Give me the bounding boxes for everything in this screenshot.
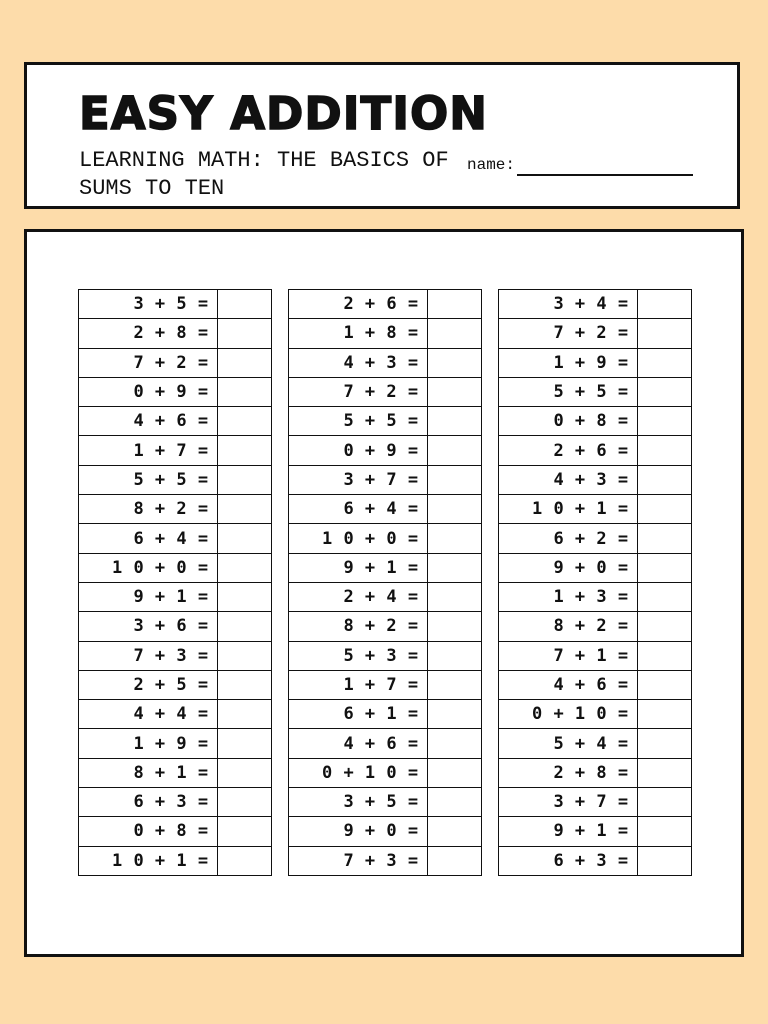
- answer-box[interactable]: [637, 670, 691, 699]
- problem-row: [79, 465, 272, 494]
- problem-equation: 4 + 4 =: [79, 700, 218, 729]
- problem-row: [499, 377, 692, 406]
- problem-row: [289, 641, 482, 670]
- problem-equation: 3 + 7 =: [499, 788, 638, 817]
- answer-box[interactable]: [637, 641, 691, 670]
- problem-row: [499, 670, 692, 699]
- problem-equation: 0 + 1 0 =: [289, 758, 428, 787]
- problem-equation: 2 + 6 =: [289, 290, 428, 319]
- answer-box[interactable]: [637, 407, 691, 436]
- problem-equation: 5 + 4 =: [499, 729, 638, 758]
- problem-column-2: [288, 289, 482, 876]
- problem-equation: 1 + 7 =: [289, 670, 428, 699]
- problem-equation: 1 0 + 0 =: [79, 553, 218, 582]
- problem-equation: 6 + 3 =: [499, 846, 638, 875]
- problem-equation: 8 + 2 =: [79, 495, 218, 524]
- problem-row: [79, 700, 272, 729]
- problem-row: [499, 788, 692, 817]
- problem-equation: 9 + 1 =: [289, 553, 428, 582]
- problem-row: [499, 758, 692, 787]
- answer-box[interactable]: [217, 846, 271, 875]
- problem-equation: 7 + 2 =: [79, 348, 218, 377]
- problem-equation: 1 + 9 =: [499, 348, 638, 377]
- problem-row: [79, 582, 272, 611]
- problem-row: [79, 846, 272, 875]
- problem-equation: 3 + 7 =: [289, 465, 428, 494]
- problem-row: [499, 465, 692, 494]
- problem-equation: 4 + 6 =: [79, 407, 218, 436]
- name-label: name:: [467, 156, 516, 174]
- problem-row: [289, 788, 482, 817]
- problem-row: [79, 436, 272, 465]
- problem-row: [289, 407, 482, 436]
- answer-box[interactable]: [217, 465, 271, 494]
- answer-box[interactable]: [637, 465, 691, 494]
- problem-column-3: [498, 289, 692, 876]
- answer-box[interactable]: [637, 817, 691, 846]
- answer-box[interactable]: [427, 758, 481, 787]
- answer-box[interactable]: [637, 846, 691, 875]
- problem-equation: 6 + 1 =: [289, 700, 428, 729]
- answer-box[interactable]: [637, 582, 691, 611]
- answer-box[interactable]: [427, 846, 481, 875]
- problem-equation: 0 + 9 =: [289, 436, 428, 465]
- problem-row: [289, 612, 482, 641]
- problem-equation: 4 + 6 =: [289, 729, 428, 758]
- answer-box[interactable]: [637, 290, 691, 319]
- problem-row: [499, 290, 692, 319]
- problem-row: [499, 612, 692, 641]
- problem-row: [79, 758, 272, 787]
- answer-box[interactable]: [427, 524, 481, 553]
- name-write-line[interactable]: [517, 174, 693, 176]
- answer-box[interactable]: [217, 670, 271, 699]
- answer-box[interactable]: [637, 788, 691, 817]
- problem-equation: 5 + 5 =: [79, 465, 218, 494]
- problem-row: [499, 729, 692, 758]
- answer-box[interactable]: [217, 407, 271, 436]
- answer-box[interactable]: [427, 407, 481, 436]
- problem-row: [79, 641, 272, 670]
- problem-equation: 5 + 5 =: [289, 407, 428, 436]
- problem-row: [79, 729, 272, 758]
- answer-box[interactable]: [217, 758, 271, 787]
- problem-row: [499, 817, 692, 846]
- problem-equation: 1 + 3 =: [499, 582, 638, 611]
- answer-box[interactable]: [427, 348, 481, 377]
- answer-box[interactable]: [637, 319, 691, 348]
- answer-box[interactable]: [427, 641, 481, 670]
- problem-row: [79, 290, 272, 319]
- problem-equation: 5 + 5 =: [499, 377, 638, 406]
- problem-column-1: [78, 289, 272, 876]
- problem-row: [289, 700, 482, 729]
- problem-row: [289, 846, 482, 875]
- problem-row: [79, 670, 272, 699]
- problem-equation: 9 + 0 =: [289, 817, 428, 846]
- problem-equation: 4 + 6 =: [499, 670, 638, 699]
- problem-row: [499, 641, 692, 670]
- problem-row: [289, 319, 482, 348]
- problem-equation: 1 + 7 =: [79, 436, 218, 465]
- worksheet-title: EASY ADDITION: [79, 87, 488, 140]
- answer-box[interactable]: [427, 817, 481, 846]
- problem-equation: 4 + 3 =: [289, 348, 428, 377]
- problem-equation: 2 + 4 =: [289, 582, 428, 611]
- problem-row: [289, 436, 482, 465]
- answer-box[interactable]: [217, 553, 271, 582]
- answer-box[interactable]: [217, 700, 271, 729]
- problem-row: [499, 319, 692, 348]
- answer-box[interactable]: [427, 290, 481, 319]
- problem-row: [499, 407, 692, 436]
- problem-row: [289, 553, 482, 582]
- problem-equation: 7 + 3 =: [79, 641, 218, 670]
- problem-equation: 9 + 1 =: [79, 582, 218, 611]
- problem-row: [499, 582, 692, 611]
- problem-row: [499, 348, 692, 377]
- problem-equation: 8 + 1 =: [79, 758, 218, 787]
- problem-equation: 8 + 2 =: [289, 612, 428, 641]
- answer-box[interactable]: [427, 319, 481, 348]
- problem-row: [499, 846, 692, 875]
- problem-equation: 6 + 2 =: [499, 524, 638, 553]
- answer-box[interactable]: [637, 700, 691, 729]
- header-card: [24, 62, 740, 209]
- answer-box[interactable]: [427, 729, 481, 758]
- answer-box[interactable]: [637, 729, 691, 758]
- problem-row: [289, 495, 482, 524]
- problem-equation: 7 + 2 =: [289, 377, 428, 406]
- problem-equation: 5 + 3 =: [289, 641, 428, 670]
- answer-box[interactable]: [427, 495, 481, 524]
- answer-box[interactable]: [427, 670, 481, 699]
- answer-box[interactable]: [427, 700, 481, 729]
- problem-row: [79, 377, 272, 406]
- problem-equation: 2 + 8 =: [79, 319, 218, 348]
- problem-row: [79, 612, 272, 641]
- problem-equation: 3 + 5 =: [289, 788, 428, 817]
- problem-equation: 0 + 8 =: [499, 407, 638, 436]
- answer-box[interactable]: [637, 377, 691, 406]
- problem-row: [289, 524, 482, 553]
- problem-row: [289, 670, 482, 699]
- answer-box[interactable]: [427, 465, 481, 494]
- answer-box[interactable]: [427, 377, 481, 406]
- answer-box[interactable]: [217, 788, 271, 817]
- answer-box[interactable]: [217, 348, 271, 377]
- answer-box[interactable]: [217, 817, 271, 846]
- problems-card: [24, 229, 744, 957]
- answer-box[interactable]: [217, 612, 271, 641]
- problem-row: [79, 524, 272, 553]
- problem-row: [79, 348, 272, 377]
- problem-row: [499, 700, 692, 729]
- problem-row: [79, 407, 272, 436]
- problem-row: [79, 788, 272, 817]
- answer-box[interactable]: [637, 495, 691, 524]
- answer-box[interactable]: [637, 612, 691, 641]
- answer-box[interactable]: [217, 495, 271, 524]
- problem-equation: 1 0 + 1 =: [79, 846, 218, 875]
- problem-equation: 6 + 4 =: [79, 524, 218, 553]
- answer-box[interactable]: [427, 788, 481, 817]
- answer-box[interactable]: [217, 524, 271, 553]
- answer-box[interactable]: [637, 436, 691, 465]
- answer-box[interactable]: [427, 436, 481, 465]
- problem-equation: 2 + 6 =: [499, 436, 638, 465]
- problem-row: [499, 436, 692, 465]
- answer-box[interactable]: [217, 290, 271, 319]
- problem-equation: 1 0 + 1 =: [499, 495, 638, 524]
- answer-box[interactable]: [217, 319, 271, 348]
- problem-row: [289, 348, 482, 377]
- problem-equation: 0 + 9 =: [79, 377, 218, 406]
- problem-equation: 3 + 4 =: [499, 290, 638, 319]
- answer-box[interactable]: [637, 524, 691, 553]
- problem-equation: 2 + 5 =: [79, 670, 218, 699]
- problem-equation: 4 + 3 =: [499, 465, 638, 494]
- problem-equation: 6 + 4 =: [289, 495, 428, 524]
- problem-row: [289, 817, 482, 846]
- problem-row: [79, 319, 272, 348]
- problem-row: [289, 729, 482, 758]
- problem-equation: 7 + 3 =: [289, 846, 428, 875]
- problem-equation: 7 + 2 =: [499, 319, 638, 348]
- problem-equation: 3 + 5 =: [79, 290, 218, 319]
- problem-row: [79, 553, 272, 582]
- answer-box[interactable]: [217, 729, 271, 758]
- problem-row: [499, 524, 692, 553]
- problem-row: [79, 495, 272, 524]
- answer-box[interactable]: [637, 348, 691, 377]
- answer-box[interactable]: [217, 436, 271, 465]
- answer-box[interactable]: [427, 553, 481, 582]
- problem-row: [289, 465, 482, 494]
- worksheet-subtitle: LEARNING MATH: THE BASICS OF SUMS TO TEN: [79, 148, 449, 201]
- problem-equation: 7 + 1 =: [499, 641, 638, 670]
- answer-box[interactable]: [427, 582, 481, 611]
- problem-equation: 1 0 + 0 =: [289, 524, 428, 553]
- problem-equation: 1 + 8 =: [289, 319, 428, 348]
- problem-row: [499, 553, 692, 582]
- problem-equation: 8 + 2 =: [499, 612, 638, 641]
- answer-box[interactable]: [217, 641, 271, 670]
- problem-row: [79, 817, 272, 846]
- answer-box[interactable]: [217, 377, 271, 406]
- answer-box[interactable]: [427, 612, 481, 641]
- problem-row: [499, 495, 692, 524]
- problem-equation: 2 + 8 =: [499, 758, 638, 787]
- problem-equation: 6 + 3 =: [79, 788, 218, 817]
- problem-row: [289, 582, 482, 611]
- answer-box[interactable]: [637, 553, 691, 582]
- problem-equation: 0 + 1 0 =: [499, 700, 638, 729]
- problem-row: [289, 758, 482, 787]
- answer-box[interactable]: [637, 758, 691, 787]
- problem-equation: 9 + 0 =: [499, 553, 638, 582]
- problem-equation: 1 + 9 =: [79, 729, 218, 758]
- problem-equation: 0 + 8 =: [79, 817, 218, 846]
- problem-equation: 9 + 1 =: [499, 817, 638, 846]
- problem-equation: 3 + 6 =: [79, 612, 218, 641]
- problem-row: [289, 290, 482, 319]
- answer-box[interactable]: [217, 582, 271, 611]
- problem-row: [289, 377, 482, 406]
